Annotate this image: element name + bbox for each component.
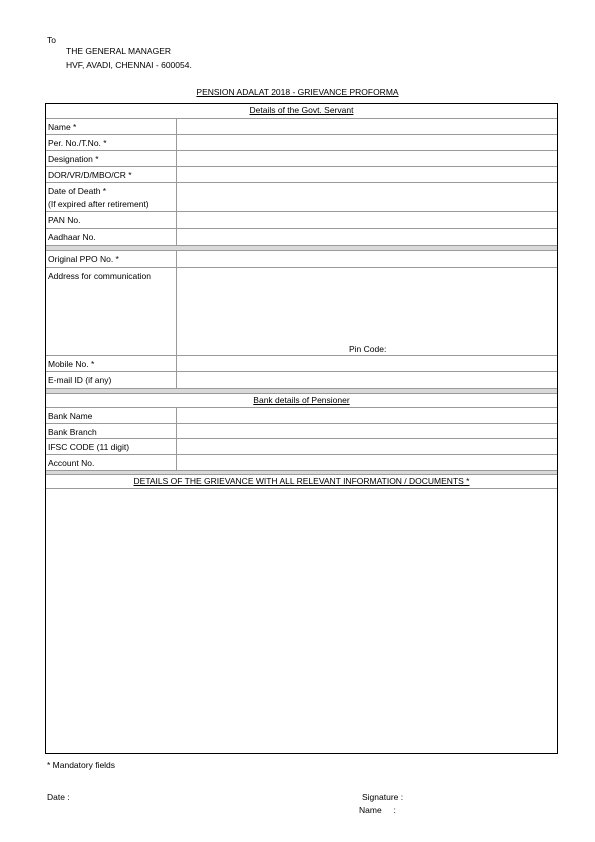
form-title: PENSION ADALAT 2018 - GRIEVANCE PROFORMA: [196, 87, 399, 97]
row-ppo: [46, 250, 557, 267]
row-bank-name: [46, 407, 557, 423]
section-heading-servant-text: Details of the Govt. Servant: [249, 105, 354, 115]
signature-label: Signature :: [362, 792, 404, 802]
mobile-field[interactable]: [176, 356, 557, 371]
grievance-form: [45, 103, 558, 754]
bank-branch-field[interactable]: [176, 424, 557, 438]
row-pan: [46, 211, 557, 228]
row-ifsc: [46, 438, 557, 454]
name-label: Name *: [48, 122, 77, 132]
per-no-field[interactable]: [176, 135, 557, 150]
section-heading-grievance-text: DETAILS OF THE GRIEVANCE WITH ALL RELEVANT INFORMATION / DOCUMENTS *: [133, 476, 470, 486]
ifsc-label: IFSC CODE (11 digit): [48, 442, 130, 452]
mandatory-note: * Mandatory fields: [47, 760, 116, 770]
address-field[interactable]: [176, 268, 557, 355]
name-field[interactable]: [176, 119, 557, 134]
address: HVF, AVADI, CHENNAI - 600054.: [66, 60, 192, 70]
dor-field[interactable]: [176, 167, 557, 182]
date-label: Date :: [47, 792, 70, 802]
account-no-label: Account No.: [48, 458, 95, 468]
row-name: [46, 118, 557, 134]
ifsc-field[interactable]: [176, 439, 557, 454]
dor-label: DOR/VR/D/MBO/CR *: [48, 170, 132, 180]
row-date-of-death: [46, 182, 557, 211]
row-designation: [46, 150, 557, 166]
bank-name-field[interactable]: [176, 408, 557, 423]
row-aadhaar: [46, 228, 557, 245]
section-heading-grievance: [46, 474, 557, 488]
row-per-no: [46, 134, 557, 150]
account-no-field[interactable]: [176, 455, 557, 470]
bank-branch-label: Bank Branch: [48, 427, 97, 437]
to-label: To: [47, 35, 56, 45]
row-email: [46, 371, 557, 388]
aadhaar-field[interactable]: [176, 229, 557, 245]
email-field[interactable]: [176, 372, 557, 388]
name-signature-label: Name :: [359, 805, 396, 815]
section-heading-servant: [46, 104, 557, 118]
ppo-label: Original PPO No. *: [48, 254, 119, 264]
mobile-label: Mobile No. *: [48, 359, 95, 369]
addressee: THE GENERAL MANAGER: [66, 46, 172, 56]
row-account-no: [46, 454, 557, 470]
bank-name-label: Bank Name: [48, 411, 93, 421]
pan-label: PAN No.: [48, 215, 81, 225]
section-heading-bank: [46, 393, 557, 407]
row-mobile: [46, 355, 557, 371]
pan-field[interactable]: [176, 212, 557, 228]
date-of-death-field[interactable]: [176, 183, 557, 211]
date-of-death-sublabel: (If expired after retirement): [48, 199, 149, 209]
designation-field[interactable]: [176, 151, 557, 166]
pin-code-label: Pin Code:: [349, 344, 387, 354]
row-bank-branch: [46, 423, 557, 438]
date-of-death-label: Date of Death *: [48, 186, 107, 196]
designation-label: Designation *: [48, 154, 99, 164]
email-label: E-mail ID (if any): [48, 375, 112, 385]
section-heading-bank-text: Bank details of Pensioner: [253, 395, 350, 405]
row-address: [46, 267, 557, 355]
row-dor: [46, 166, 557, 182]
per-no-label: Per. No./T.No. *: [48, 138, 107, 148]
aadhaar-label: Aadhaar No.: [48, 232, 96, 242]
ppo-field[interactable]: [176, 251, 557, 267]
address-label: Address for communication: [48, 271, 151, 281]
grievance-details-field[interactable]: [46, 488, 557, 753]
